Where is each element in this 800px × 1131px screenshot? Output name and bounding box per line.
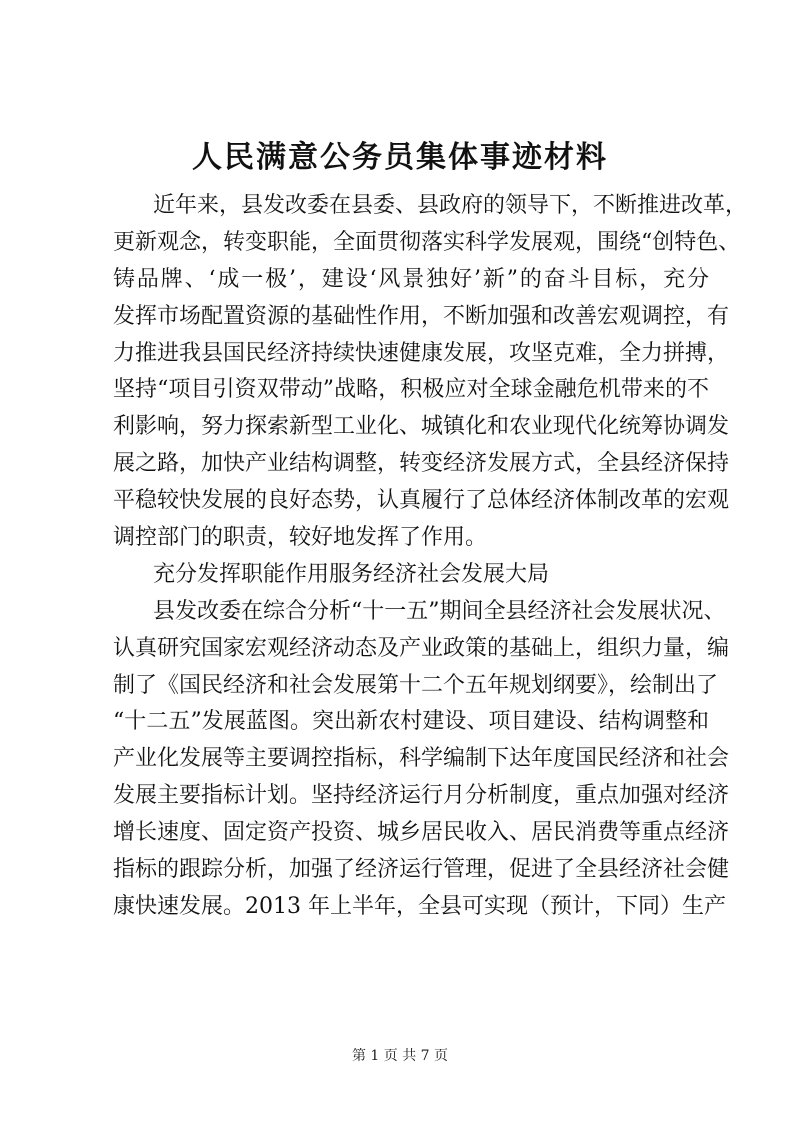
body-line: 制了《国民经济和社会发展第十二个五年规划纲要》，绘制出了 (113, 672, 719, 698)
body-line: 调控部门的职责，较好地发挥了作用。 (113, 525, 488, 551)
body-line: 产业化发展等主要调控指标，科学编制下达年度国民经济和社会 (113, 746, 730, 772)
document-body (113, 188, 748, 926)
page-footer: 第 1 页 共 7 页 (351, 1048, 449, 1064)
body-line: 康快速发展。2013 年上半年，全县可实现（预计，下同）生产 (113, 893, 726, 919)
body-line: 坚持“项目引资双带动”战略，积极应对全球金融危机带来的不 (113, 377, 709, 403)
document-title: 人民满意公务员集体事迹材料 (192, 140, 608, 175)
body-line: 更新观念，转变职能，全面贯彻落实科学发展观，围绕“创特色、 (113, 229, 741, 255)
body-line: 增长速度、固定资产投资、城乡居民收入、居民消费等重点经济 (113, 820, 730, 846)
body-line: 指标的跟踪分析，加强了经济运行管理，促进了全县经济社会健 (113, 857, 730, 883)
body-line: 展之路，加快产业结构调整，转变经济发展方式，全县经济保持 (113, 451, 730, 477)
body-line: 认真研究国家宏观经济动态及产业政策的基础上，组织力量，编 (113, 635, 730, 661)
section-heading: 充分发挥职能作用服务经济社会发展大局 (153, 561, 550, 587)
body-line: 发挥市场配置资源的基础性作用，不断加强和改善宏观调控，有 (113, 303, 730, 329)
body-line: 县发改委在综合分析“十一五”期间全县经济社会发展状况、 (153, 598, 726, 624)
body-line: 近年来，县发改委在县委、县政府的领导下，不断推进改革， (153, 193, 748, 218)
body-line: 利影响，努力探索新型工业化、城镇化和农业现代化统筹协调发 (113, 414, 730, 440)
body-line: “十二五”发展蓝图。突出新农村建设、项目建设、结构调整和 (113, 709, 709, 735)
body-line: 铸品牌、‘成一极’，建设‘风景独好’新”的奋斗目标，充分 (113, 266, 709, 292)
body-line: 力推进我县国民经济持续快速健康发展，攻坚克难，全力拼搏， (113, 340, 730, 366)
body-line: 平稳较快发展的良好态势，认真履行了总体经济体制改革的宏观 (113, 488, 730, 514)
body-line: 发展主要指标计划。坚持经济运行月分析制度，重点加强对经济 (113, 783, 730, 809)
